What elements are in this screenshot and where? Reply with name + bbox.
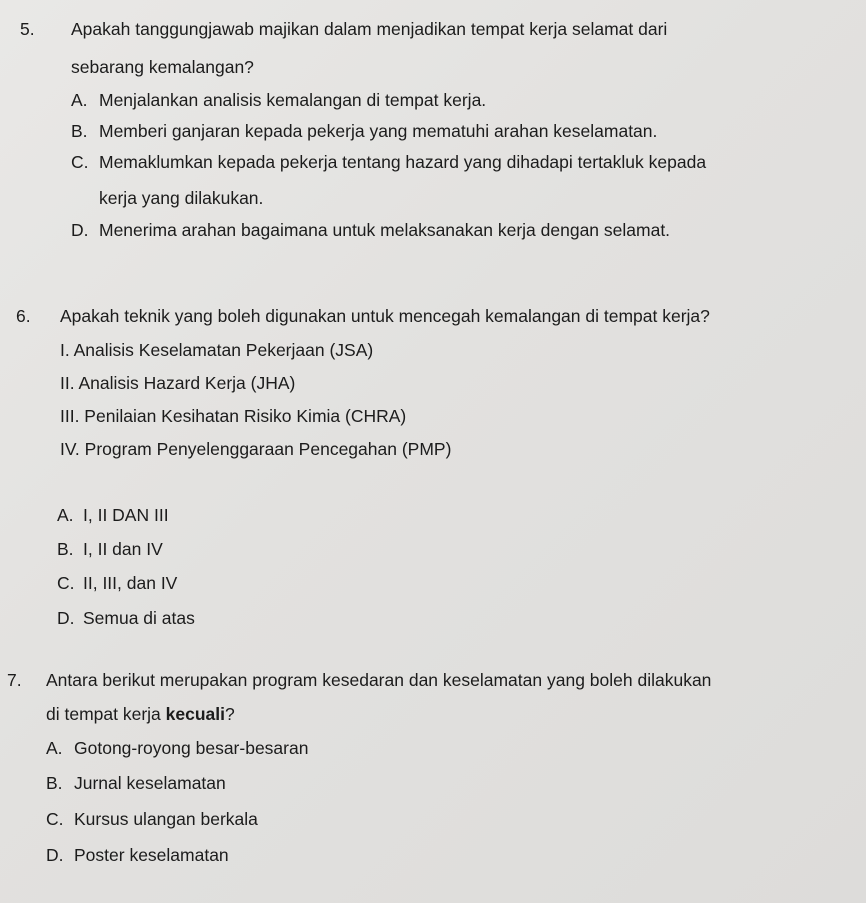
option-text: I, II DAN III (83, 505, 169, 525)
question-stem: Apakah teknik yang boleh digunakan untuk mencegah kemalangan di tempat kerja? (60, 306, 710, 326)
option-c-text-cont: kerja yang dilakukan. (99, 188, 264, 208)
option-text: Poster keselamatan (74, 845, 229, 865)
option-letter: D. (46, 845, 64, 865)
question-number: 5. (20, 19, 35, 39)
option-text: Menjalankan analisis kemalangan di tempat kerja. (99, 90, 487, 110)
stem-emphasis: kecuali (165, 704, 225, 724)
option-text: Gotong-royong besar-besaran (74, 738, 309, 758)
option-b[interactable] (71, 120, 657, 142)
option-letter: C. (71, 152, 89, 172)
option-text: Memberi ganjaran kepada pekerja yang mematuhi arahan keselamatan. (99, 121, 658, 141)
option-letter: A. (46, 738, 63, 758)
option-letter: B. (57, 539, 74, 559)
option-text: Semua di atas (83, 608, 195, 628)
statement-iv: IV. Program Penyelenggaraan Pencegahan (PMP) (60, 439, 452, 459)
option-letter: D. (71, 220, 89, 240)
question-number: 7. (7, 670, 22, 690)
option-c[interactable] (57, 572, 177, 594)
option-b[interactable] (46, 772, 226, 794)
option-a[interactable] (57, 504, 169, 526)
question-stem-cont: sebarang kemalangan? (71, 57, 254, 77)
stem-suffix: ? (225, 704, 235, 724)
option-letter: A. (57, 505, 74, 525)
option-text: Jurnal keselamatan (74, 773, 226, 793)
option-text: Memaklumkan kepada pekerja tentang hazard yang dihadapi tertakluk kepada (99, 152, 707, 172)
option-text: II, III, dan IV (83, 573, 178, 593)
option-text: I, II dan IV (83, 539, 163, 559)
option-a[interactable] (46, 737, 308, 759)
question-stem: Apakah tanggungjawab majikan dalam menjadikan tempat kerja selamat dari (71, 19, 668, 39)
option-a[interactable] (71, 89, 486, 111)
option-text: Kursus ulangan berkala (74, 809, 258, 829)
option-letter: C. (46, 809, 64, 829)
option-d[interactable] (57, 607, 195, 629)
option-c[interactable] (71, 151, 706, 173)
question-number: 6. (16, 306, 31, 326)
option-letter: B. (71, 121, 88, 141)
option-b[interactable] (57, 538, 163, 560)
option-d[interactable] (71, 219, 670, 241)
question-stem: Antara berikut merupakan program kesedaran dan keselamatan yang boleh dilakukan (46, 670, 712, 690)
statement-ii: II. Analisis Hazard Kerja (JHA) (60, 373, 296, 393)
option-text: Menerima arahan bagaimana untuk melaksanakan kerja dengan selamat. (99, 220, 671, 240)
option-letter: A. (71, 90, 88, 110)
statement-i: I. Analisis Keselamatan Pekerjaan (JSA) (60, 340, 374, 360)
statement-iii: III. Penilaian Kesihatan Risiko Kimia (CHRA) (60, 406, 407, 426)
option-letter: B. (46, 773, 63, 793)
option-letter: D. (57, 608, 75, 628)
option-d[interactable] (46, 844, 229, 866)
question-stem-cont (46, 703, 235, 725)
stem-prefix: di tempat kerja (46, 704, 166, 724)
option-letter: C. (57, 573, 75, 593)
option-c[interactable] (46, 808, 258, 830)
